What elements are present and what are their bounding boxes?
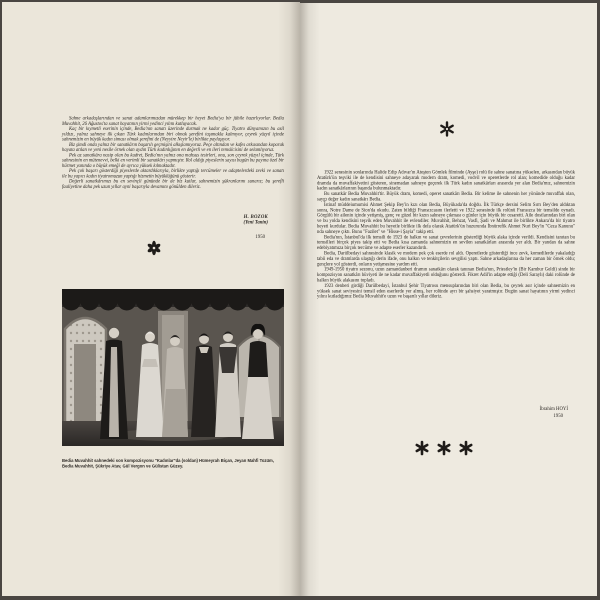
signature-author: İbrahim HOYİ (539, 406, 568, 412)
tribute-paragraph: Pek çok başarı gösterdiği piyeslerde aktardıklarıyla, birlikte yaptığı tercümeler ve adaptelerdeki zevki ve sanatı ile bu yapıcı kadın tiyatromuzun yaptığı hizmetin büyüklüğünü gösterir. (62, 168, 284, 179)
signature-year: 1950 (553, 413, 563, 419)
signature-source: (Yeni Tanin) (243, 219, 268, 225)
article-paragraph: 1923 denberi girdiği Darülbedayi, İstanbul Şehir Tiyatrosu mensuplarından biri olan Bedia, bu çeyrek asır içinde sahnemizin en yüksek sanat seviyesini temsil eden eserlerde yer almış, her rolünde ayrı bir şahsiyet yaratmıştır. Bugün sanat hayatının yirmi yedinci yılını kutladığımız Bedia Muvahhit'e uzun ve başarılı yıllar dileriz. (317, 283, 575, 300)
tribute-paragraph: Kaç bir kıymetli eserinin içinde, Bedia'nın sanatı üzerinde durmak ne kadar güç. Tiyatro dünyamızın bu asil yıldızı, yalnız sahneye ilk çıkan Türk kadınlarından biri olmak şerefini taşımakla kalmıyor, çeyrek yüzyıl içinde sahnemizin en büyük kadın siması olmak şerefini de (Neyyire Neyir'le) birlikte paylaşıyor. (62, 126, 284, 142)
article-paragraph: 1949-1950 tiyatro sezonu, uzun zamandanberi dramın sanatkârı olarak tanınan Bedia'nın, Priestley'in (Bir Kambur Geldi) sinde bir kompozisyon sanatkârı hüviyeti ile ne kadar muvaffakiyetli olduğunu gösterdi. Fikret Adil'in adapte ettiği (Deli Saraylı) daki rolünde de halkın büyük alakasını topladı. (317, 267, 575, 283)
tribute-paragraph: Biz şimdi onda yalnız bir sanatkârın başarılı geçmişini alkışlamıyoruz. Peçe altından ve kafes arkasından koparak hayata atılan ve yeni nesile örnek olan aydın Türk kadınlığının en değerli ve en ileri temsilcisini de selamlıyoruz. (62, 142, 284, 153)
flower-ornament-icon (146, 240, 162, 256)
signature-year: 1950 (255, 234, 265, 240)
article-paragraph: Bedia, Darülbedayi sahnesinde klasik ve modern pek çok eserde rol aldı. Operetlerde gösterdiği ince zevk, komedilerde yakaladığı tabii eda ve dramlarda ulaştığı derin ifade, onu halkın ve tenkitçilerin sevgilisi yaptı. Sahne arkadaşlarına da her zaman bir örnek oldu; gençlere yol gösterdi, onların yetişmesine yardım etti. (317, 250, 575, 267)
article-paragraph: İstinaf müddeiumumisi Ahmet Şekip Bey'in kızı olan Bedia, Büyükada'da doğdu. İlk Türkçe dersini Selim Sırrı Bey'den aldıktan sonra, Notre Dame de Sion'da okudu. Zaten bildiği Fransızcasını ilerletti ve 1922 senesinde ilk rolünü Fransızca bir temsilde oynadı. Görgülü bir ailenin içinde yetişmiş, genç ve güzel bir kızın sahneye çıkması o günler için büyük bir cesaretti. Aile dostlarından biri olan ve bu yolda kendisini teşvik eden Muvahhit ile evlendiler. Muvahhit, Behzat, Vasfi, Şadi ve Mahmut ile birlikte Ankara'da bir tiyatro heyeti kurdular. Bedia Muvahhit bu heyetle birlikte ilk defa olarak Atatürk'ün huzurunda İbnürrefik Ahmet Nuri Bey'in "Ceza Kanunu" nda sahneye çıktı. Bunu "Fazilet" ve "Hisse-i Şayia" takip etti. (317, 202, 575, 235)
article-paragraph: Bedia'nın, İstanbul'da ilk temsili de 1923 de halkın ve sanat çevrelerinin gösterdiği büyük alaka içinde verildi. Kendisini tanıtan bu temsilleri birçok piyes takip etti ve Bedia kısa zamanda sahnemizin en sevilen sanatkârları arasında yer aldı. Bir yandan da sahne edebiyatımıza birçok tercüme ve adapte eserler kazandırdı. (317, 234, 575, 251)
article-paragraph: Bu sanatkâr Bedia Muvahhit'tir. Büyük dram, komedi, operet sanatkârı Bedia. Bir kelime ile sahnenin her yönünde muvaffak olan, saygı değer kadın sanatkârı Bedia. (317, 191, 575, 202)
signature-author: H. BOZOK (243, 214, 268, 220)
tribute-signature (152, 214, 268, 240)
tribute-paragraph: Pek az sanatkâra nasip olan bu kudret, Bedia'nın yalnız ona mahsus tesirleri, onu, son çeyrek yüzyıl içinde, Türk sahnesinin en mütenevvi, belki en verimli bir sanatkârı yapmıştır. Rol aldığı piyeslerin sayısı bugün bu payına özel bir hürmet yanında o büyük emeği de ayrıca yüksek kılmaktadır. (62, 152, 284, 169)
article-paragraph: 1922 senesinin sonlarında Halide Edip Adıvar'ın Ateşten Gömlek filminde (Ayşe) rolü ile sahne sanatına yükselen, arkasından büyük Atatürk'ün teşviki ile de kendisini sahneye adayarak modern dram, komedi, vodvil ve operetlerde rol alan; komedide olduğu kadar dramda da muvaffakiyetini gösteren, sinemadan sahneye geçerek ilk Türk kadın sanatkârları arasında yer alan Bedia'mız, sahnemizin kadın sanatkârlarının başında bulunmaktadır. (317, 170, 575, 192)
right-page (300, 3, 597, 596)
asterisk-divider (414, 440, 474, 456)
article-signature (470, 406, 568, 419)
tribute-text (62, 116, 284, 190)
asterisk-ornament-icon (461, 442, 471, 454)
article-text (317, 170, 575, 300)
asterisk-ornament-icon (417, 442, 427, 454)
tribute-paragraph: Değerli sanatkârımızı bu en sevinçli gününde bir de biz kutlar, sahnemizin şükranlarını sunarız; bu şerefli faaliyetine daha pek uzun yıllar ayni başarıyla devamını gönülden dileriz. (62, 179, 284, 190)
left-page (2, 2, 300, 596)
asterisk-ornament-icon (439, 121, 455, 137)
asterisk-ornament-icon (439, 442, 449, 454)
photo-caption: Bedia Muvahhit sahnedeki son kompozisyonu "Kadınlar"da (soldan) Hümeyrah Biçan, Jeyan Mahfi Tozüm, Bedia Muvahhit, Şükriye Atav, Gül Vergon ve Gülistan Güzey. (62, 458, 274, 469)
stage-photo (62, 289, 284, 446)
tribute-paragraph: Sahne arkadaşlarından ve sanat adamlarımızdan mürekkep bir heyet Bedia'ya bir jübile hazırlıyorlar. Bedia Muvahhit, 26 Ağustos'ta sanat hayatının yirmi yedinci yılını kutluyacak. (62, 116, 284, 127)
